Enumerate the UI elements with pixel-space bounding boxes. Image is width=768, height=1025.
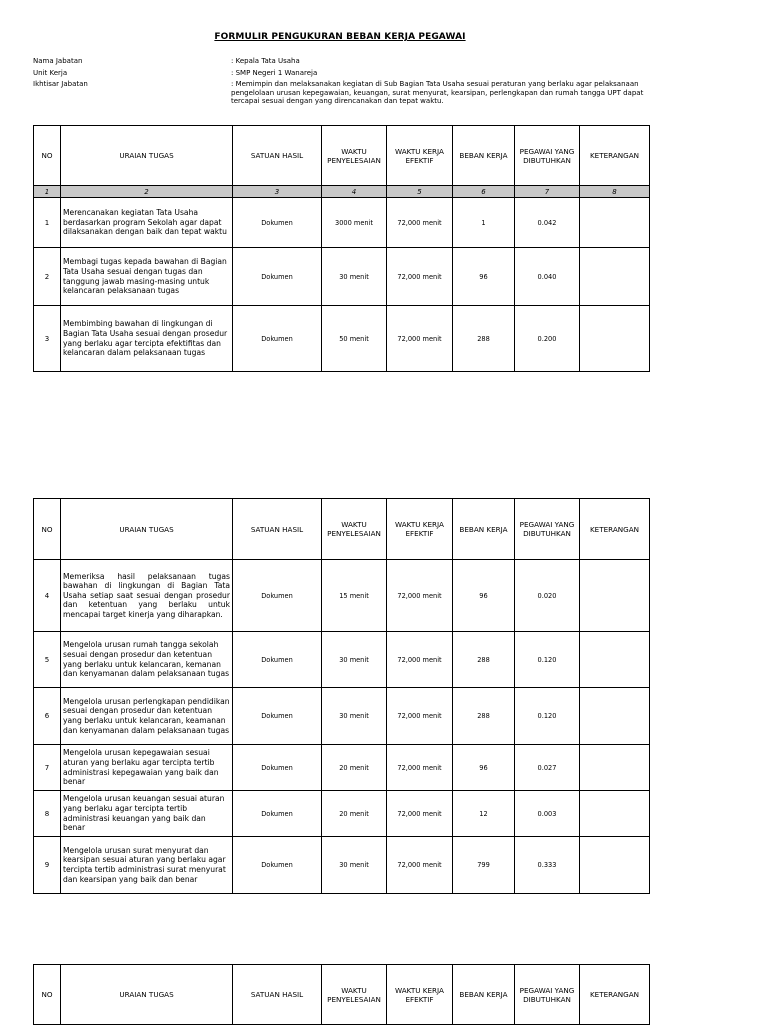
table-row [34,248,650,306]
header-waktu-line2: PENYELESAIAN [327,155,381,165]
cell-satuan: Dokumen [233,632,322,688]
cell-beban: 288 [453,632,515,688]
cell-satuan: Dokumen [233,745,322,791]
cell-efektif: 72,000 menit [387,560,453,632]
header-pegawai [515,126,580,186]
header-waktu [322,965,387,1025]
meta-value: : SMP Negeri 1 Wanareja [231,68,318,77]
cell-waktu: 15 menit [322,560,387,632]
cell-keterangan [580,306,650,372]
cell-uraian: Merencanakan kegiatan Tata Usaha berdasarkan program Sekolah agar dapat dilaksanakan dengan baik dan tepat waktu [61,198,233,248]
cell-uraian: Mengelola urusan rumah tangga sekolah sesuai dengan prosedur dan ketentuan yang berlaku untuk kelancaran, kemanan dan kenyamanan dalam pelaksanaan tugas [61,632,233,688]
meta-value: : Kepala Tata Usaha [231,57,300,65]
cell-keterangan [580,837,650,894]
header-keterangan: KETERANGAN [580,126,650,186]
cell-beban: 1 [453,198,515,248]
header-waktu [322,126,387,186]
header-keterangan: KETERANGAN [580,499,650,560]
cell-efektif: 72,000 menit [387,198,453,248]
header-waktu [322,499,387,560]
cell-beban: 288 [453,688,515,745]
cell-uraian: Mengelola urusan keuangan sesuai aturan yang berlaku agar tercipta tertib administrasi keuangan yang baik dan benar [61,791,233,837]
cell-uraian: Membimbing bawahan di lingkungan di Bagian Tata Usaha sesuai dengan prosedur yang berlaku agar tercipta efektifitas dan kelancaran dalam pelaksanaan tugas [61,306,233,372]
header-pegawai-line2: DIBUTUHKAN [523,155,571,165]
meta-ikhtisar-jabatan [33,80,653,106]
header-no: NO [34,499,61,560]
cell-waktu: 30 menit [322,248,387,306]
cell-uraian: Mengelola urusan surat menyurat dan kearsipan sesuai aturan yang berlaku agar tercipta tertib administrasi surat menyurat dan kearsipan yang baik dan benar [61,837,233,894]
cell-satuan: Dokumen [233,791,322,837]
cell-pegawai: 0.200 [515,306,580,372]
cell-satuan: Dokumen [233,688,322,745]
cell-no: 6 [34,688,61,745]
cell-beban: 96 [453,248,515,306]
header-row [34,965,650,1025]
cell-uraian: Membagi tugas kepada bawahan di Bagian Tata Usaha sesuai dengan tugas dan tanggung jawab masing-masing untuk kelancaran pelaksanaan tugas [61,248,233,306]
header-efektif-line2: EFEKTIF [405,155,434,165]
cell-satuan: Dokumen [233,198,322,248]
meta-label: Ikhtisar Jabatan [33,80,88,89]
workload-table-2 [33,498,650,894]
cell-beban: 288 [453,306,515,372]
header-uraian: URAIAN TUGAS [61,499,233,560]
cell-waktu: 30 menit [322,837,387,894]
table-row [34,306,650,372]
cell-pegawai: 0.027 [515,745,580,791]
header-pegawai [515,965,580,1025]
cell-no: 9 [34,837,61,894]
header-beban: BEBAN KERJA [453,965,515,1025]
header-efektif-line2: EFEKTIF [405,994,434,1004]
cell-pegawai: 0.003 [515,791,580,837]
cell-waktu: 30 menit [322,688,387,745]
meta-label: Nama Jabatan [33,57,83,65]
cell-uraian: Memeriksa hasil pelaksanaan tugas bawahan di lingkungan di Bagian Tata Usaha setiap saat sesuai dengan prosedur dan ketentuan yang berlaku untuk mencapai target kinerja yang diharapkan. [61,560,233,632]
meta-unit-kerja [33,69,653,78]
cell-keterangan [580,632,650,688]
cell-beban: 96 [453,745,515,791]
header-no: NO [34,126,61,186]
cell-pegawai: 0.120 [515,688,580,745]
cell-keterangan [580,248,650,306]
column-number: 2 [61,186,233,198]
header-waktu-line2: PENYELESAIAN [327,994,381,1004]
cell-no: 4 [34,560,61,632]
cell-uraian: Mengelola urusan perlengkapan pendidikan sesuai dengan prosedur dan ketentuan yang berlaku untuk kelancaran, keamanan dan kenyamanan dalam pelaksanaan tugas [61,688,233,745]
table-row [34,688,650,745]
cell-uraian: Mengelola urusan kepegawaian sesuai aturan yang berlaku agar tercipta tertib administrasi kepegawaian yang baik dan benar [61,745,233,791]
table-row [34,198,650,248]
table-row [34,745,650,791]
cell-keterangan [580,198,650,248]
header-satuan: SATUAN HASIL [233,499,322,560]
header-efektif-line1: WAKTU KERJA [395,520,444,529]
cell-efektif: 72,000 menit [387,306,453,372]
cell-efektif: 72,000 menit [387,837,453,894]
cell-keterangan [580,560,650,632]
meta-value: : Memimpin dan melaksanakan kegiatan di Sub Bagian Tata Usaha sesuai peraturan yang berlaku agar pelaksanaan pengelolaan urusan kepegawaian, keuangan, surat menyurat, kearsipan, perlengkapan dan rumah tangga UPT dapat tercapai sesuai dengan yang direncanakan dan tepat waktu. [231,80,644,106]
header-uraian: URAIAN TUGAS [61,965,233,1025]
header-pegawai-line1: PEGAWAI YANG [519,146,575,156]
workload-table-1 [33,125,650,372]
cell-no: 1 [34,198,61,248]
cell-satuan: Dokumen [233,248,322,306]
header-no: NO [34,965,61,1025]
header-keterangan: KETERANGAN [580,965,650,1025]
cell-satuan: Dokumen [233,837,322,894]
cell-pegawai: 0.042 [515,198,580,248]
column-number: 6 [453,186,515,198]
column-number: 5 [387,186,453,198]
cell-keterangan [580,745,650,791]
header-pegawai-line2: DIBUTUHKAN [523,529,571,538]
header-efektif-line1: WAKTU KERJA [395,146,444,156]
cell-no: 5 [34,632,61,688]
cell-waktu: 30 menit [322,632,387,688]
cell-efektif: 72,000 menit [387,791,453,837]
header-efektif [387,126,453,186]
column-number-row [34,186,650,198]
meta-label: Unit Kerja [33,68,68,77]
cell-efektif: 72,000 menit [387,688,453,745]
cell-efektif: 72,000 menit [387,248,453,306]
table-row [34,560,650,632]
cell-no: 7 [34,745,61,791]
header-efektif-line2: EFEKTIF [405,529,434,538]
form-title: FORMULIR PENGUKURAN BEBAN KERJA PEGAWAI [214,32,466,42]
header-efektif [387,499,453,560]
cell-no: 8 [34,791,61,837]
column-number: 4 [322,186,387,198]
header-row [34,126,650,186]
cell-waktu: 3000 menit [322,198,387,248]
cell-no: 3 [34,306,61,372]
header-beban: BEBAN KERJA [453,126,515,186]
column-number: 3 [233,186,322,198]
column-number: 7 [515,186,580,198]
header-waktu-line1: WAKTU [341,985,367,995]
cell-keterangan [580,688,650,745]
cell-satuan: Dokumen [233,560,322,632]
header-beban: BEBAN KERJA [453,499,515,560]
header-pegawai-line2: DIBUTUHKAN [523,994,571,1004]
cell-no: 2 [34,248,61,306]
cell-pegawai: 0.120 [515,632,580,688]
form-meta [33,57,653,109]
cell-satuan: Dokumen [233,306,322,372]
header-pegawai [515,499,580,560]
header-uraian: URAIAN TUGAS [61,126,233,186]
header-pegawai-line1: PEGAWAI YANG [519,520,575,529]
cell-waktu: 50 menit [322,306,387,372]
header-waktu-line1: WAKTU [341,146,367,156]
table-row [34,837,650,894]
cell-efektif: 72,000 menit [387,632,453,688]
cell-efektif: 72,000 menit [387,745,453,791]
cell-pegawai: 0.333 [515,837,580,894]
table-row [34,632,650,688]
header-waktu-line2: PENYELESAIAN [327,529,381,538]
column-number: 1 [34,186,61,198]
cell-beban: 96 [453,560,515,632]
meta-nama-jabatan [33,57,653,66]
header-satuan: SATUAN HASIL [233,965,322,1025]
cell-pegawai: 0.020 [515,560,580,632]
cell-beban: 799 [453,837,515,894]
table-row [34,791,650,837]
header-satuan: SATUAN HASIL [233,126,322,186]
column-number: 8 [580,186,650,198]
cell-waktu: 20 menit [322,791,387,837]
header-pegawai-line1: PEGAWAI YANG [519,985,575,995]
header-efektif [387,965,453,1025]
workload-table-3 [33,964,650,1025]
header-row [34,499,650,560]
cell-beban: 12 [453,791,515,837]
cell-waktu: 20 menit [322,745,387,791]
header-efektif-line1: WAKTU KERJA [395,985,444,995]
cell-pegawai: 0.040 [515,248,580,306]
cell-keterangan [580,791,650,837]
header-waktu-line1: WAKTU [341,520,367,529]
